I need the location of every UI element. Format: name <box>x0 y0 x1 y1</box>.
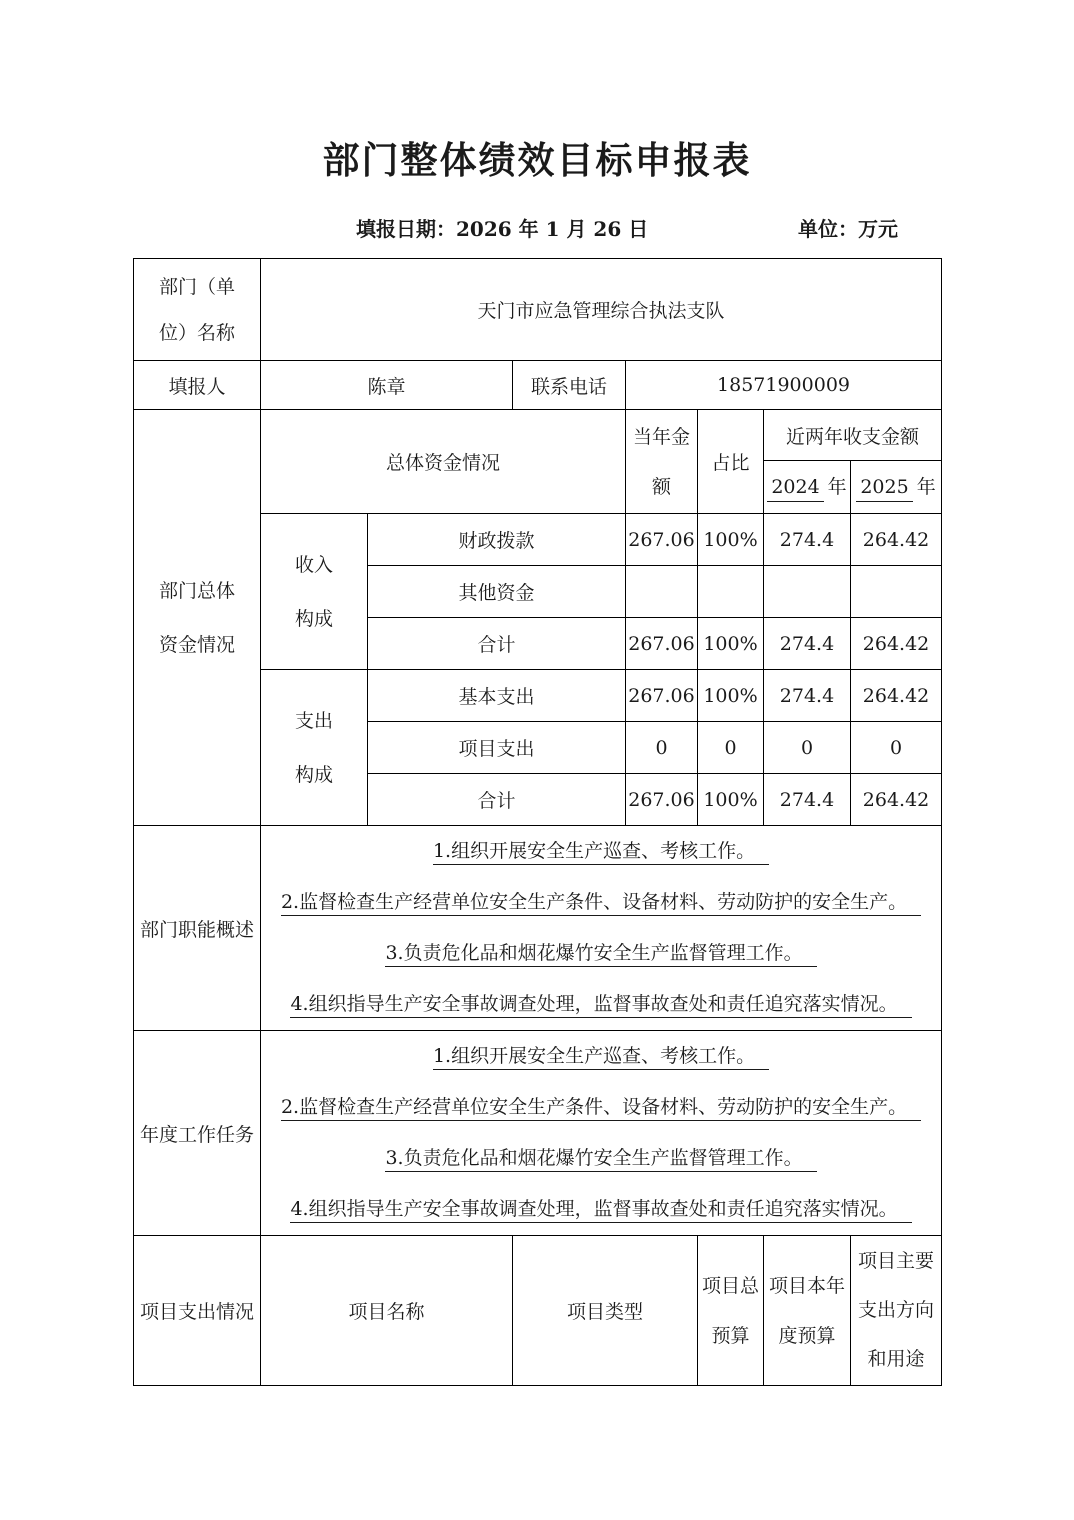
row-functions <box>134 826 942 1031</box>
function-item <box>261 928 941 979</box>
row-tasks <box>134 1031 942 1236</box>
fund-current-amount: 267.06 <box>626 670 698 722</box>
dept-name-value: 天门市应急管理综合执法支队 <box>261 259 942 361</box>
fill-date-label: 填报日期：2026 年 1 月 26 日 <box>356 217 649 241</box>
fund-2025-amount: 264.42 <box>851 670 942 722</box>
phone-label: 联系电话 <box>513 361 626 410</box>
filler-label: 填报人 <box>134 361 261 410</box>
fund-2025-amount: 264.42 <box>851 774 942 826</box>
functions-label: 部门职能概述 <box>134 826 261 1031</box>
fund-current-amount: 267.06 <box>626 618 698 670</box>
income-label-line1: 收入 <box>294 553 333 576</box>
funds-section-label-line2: 资金情况 <box>158 633 235 656</box>
year-2024-number: 2024 <box>767 474 823 502</box>
tasks-label: 年度工作任务 <box>134 1031 261 1236</box>
function-item-text: 2.监督检查生产经营单位安全生产条件、设备材料、劳动防护的安全生产。 <box>281 889 921 916</box>
current-amount-line1: 当年金 <box>632 425 690 448</box>
fund-item-name: 财政拨款 <box>368 514 626 566</box>
income-group-label <box>261 514 368 670</box>
funds-section-label-line1: 部门总体 <box>158 579 235 602</box>
function-item <box>261 979 941 1030</box>
col-header-year-2025 <box>851 461 942 514</box>
row-funds-header <box>134 410 942 461</box>
project-annual-budget-line1: 项目本年 <box>768 1274 845 1297</box>
fund-current-amount: 267.06 <box>626 774 698 826</box>
project-total-budget-line1: 项目总 <box>701 1274 759 1297</box>
task-item-text: 2.监督检查生产经营单位安全生产条件、设备材料、劳动防护的安全生产。 <box>281 1094 921 1121</box>
dept-name-label <box>134 259 261 361</box>
phone-value: 18571900009 <box>626 361 942 410</box>
dept-name-label-line2: 位）名称 <box>158 321 235 344</box>
row-projects-header <box>134 1236 942 1386</box>
performance-form-table <box>133 258 942 1386</box>
unit-label: 单位：万元 <box>798 217 898 241</box>
col-project-total-budget <box>698 1236 764 1386</box>
fund-current-amount: 0 <box>626 722 698 774</box>
function-item-text: 1.组织开展安全生产巡查、考核工作。 <box>433 838 769 865</box>
fund-ratio: 100% <box>698 670 764 722</box>
project-usage-line3: 和用途 <box>867 1348 925 1370</box>
col-project-type: 项目类型 <box>513 1236 698 1386</box>
function-item <box>261 826 941 877</box>
col-project-annual-budget <box>764 1236 851 1386</box>
function-item-text: 4.组织指导生产安全事故调查处理，监督事故查处和责任追究落实情况。 <box>290 991 911 1018</box>
fund-ratio: 100% <box>698 774 764 826</box>
fund-ratio <box>698 566 764 618</box>
task-item-text: 3.负责危化品和烟花爆竹安全生产监督管理工作。 <box>385 1145 816 1172</box>
fund-2024-amount: 274.4 <box>764 618 851 670</box>
fund-2024-amount: 274.4 <box>764 670 851 722</box>
function-item-text: 3.负责危化品和烟花爆竹安全生产监督管理工作。 <box>385 940 816 967</box>
fund-item-name: 合计 <box>368 774 626 826</box>
task-item <box>261 1184 941 1235</box>
page-title: 部门整体绩效目标申报表 <box>322 138 752 182</box>
project-annual-budget-line2: 度预算 <box>778 1324 836 1347</box>
fund-item-name: 基本支出 <box>368 670 626 722</box>
fund-2024-amount <box>764 566 851 618</box>
fund-2025-amount: 264.42 <box>851 618 942 670</box>
col-header-current-amount <box>626 410 698 514</box>
col-header-ratio: 占比 <box>698 410 764 514</box>
dept-name-label-line1: 部门（单 <box>158 275 235 298</box>
task-item <box>261 1031 941 1082</box>
functions-content <box>261 826 942 1031</box>
fund-2025-amount: 0 <box>851 722 942 774</box>
project-usage-line2: 支出方向 <box>858 1299 935 1321</box>
fund-2025-amount <box>851 566 942 618</box>
task-item-text: 4.组织指导生产安全事故调查处理，监督事故查处和责任追究落实情况。 <box>290 1196 911 1223</box>
projects-section-label: 项目支出情况 <box>134 1236 261 1386</box>
fund-current-amount: 267.06 <box>626 514 698 566</box>
task-item <box>261 1082 941 1133</box>
income-label-line2: 构成 <box>294 607 333 630</box>
expense-label-line2: 构成 <box>294 763 333 786</box>
year-2024-suffix: 年 <box>827 476 847 498</box>
expense-group-label <box>261 670 368 826</box>
function-item <box>261 877 941 928</box>
fund-ratio: 100% <box>698 618 764 670</box>
fund-2025-amount: 264.42 <box>851 514 942 566</box>
project-total-budget-line2: 预算 <box>711 1324 750 1347</box>
funds-overview-label: 总体资金情况 <box>261 410 626 514</box>
project-usage-line1: 项目主要 <box>858 1250 935 1272</box>
current-amount-line2: 额 <box>651 475 671 498</box>
filler-value: 陈章 <box>261 361 513 410</box>
fund-current-amount <box>626 566 698 618</box>
fund-2024-amount: 274.4 <box>764 514 851 566</box>
year-2025-number: 2025 <box>856 474 912 502</box>
fund-ratio: 0 <box>698 722 764 774</box>
fund-item-name: 其他资金 <box>368 566 626 618</box>
fund-item-name: 项目支出 <box>368 722 626 774</box>
fund-item-name: 合计 <box>368 618 626 670</box>
funds-section-label <box>134 410 261 826</box>
tasks-content <box>261 1031 942 1236</box>
row-filler <box>134 361 942 410</box>
col-project-usage <box>851 1236 942 1386</box>
task-item-text: 1.组织开展安全生产巡查、考核工作。 <box>433 1043 769 1070</box>
task-item <box>261 1133 941 1184</box>
fund-2024-amount: 274.4 <box>764 774 851 826</box>
col-header-year-2024 <box>764 461 851 514</box>
fund-ratio: 100% <box>698 514 764 566</box>
row-department-name <box>134 259 942 361</box>
col-header-recent-years: 近两年收支金额 <box>764 410 942 461</box>
year-2025-suffix: 年 <box>916 476 936 498</box>
col-project-name: 项目名称 <box>261 1236 513 1386</box>
expense-label-line1: 支出 <box>294 709 333 732</box>
fund-2024-amount: 0 <box>764 722 851 774</box>
